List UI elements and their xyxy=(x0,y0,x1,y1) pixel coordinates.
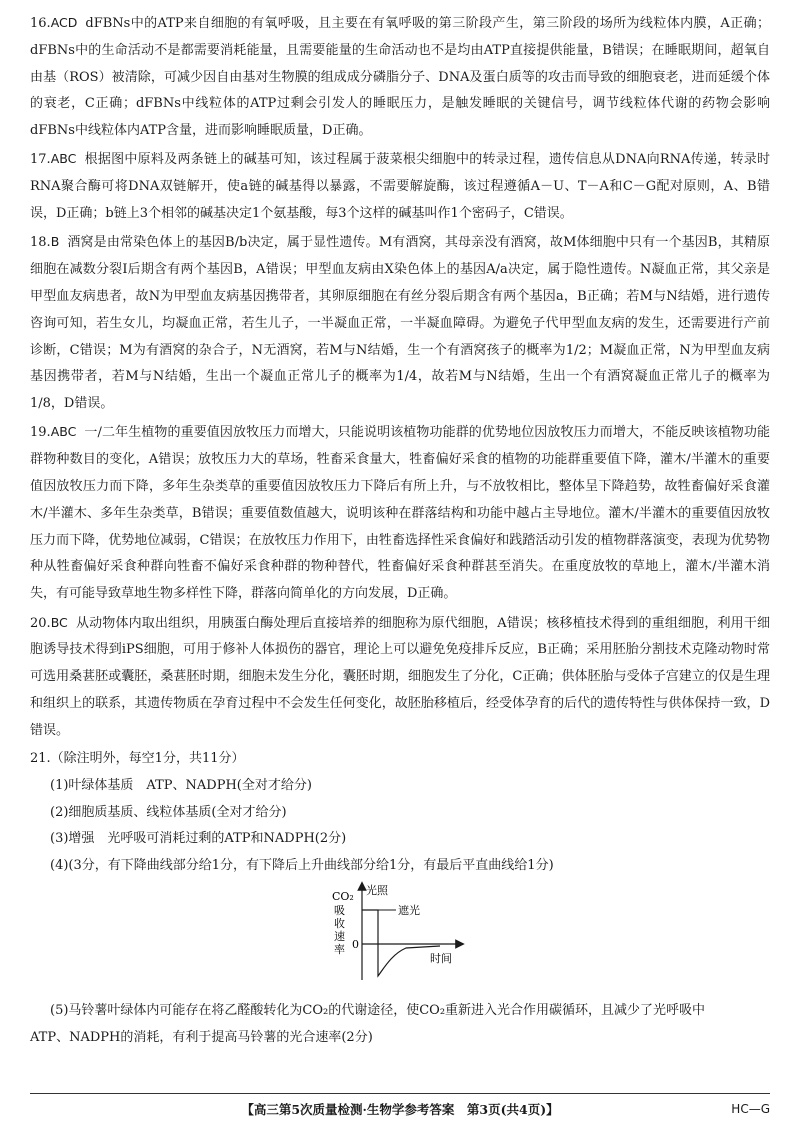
question-21-header: 21.（除注明外，每空1分，共11分） xyxy=(30,751,245,767)
dark-label: 遮光 xyxy=(398,904,420,917)
question-number: 18. xyxy=(30,235,51,251)
question-number: 16. xyxy=(30,16,51,31)
question-18 xyxy=(30,229,770,418)
question-21-item-2: (2)细胞质基质、线粒体基质(全对才给分) xyxy=(50,804,287,820)
question-17 xyxy=(30,146,770,227)
question-21-item-4: (4)(3分，有下降曲线部分给1分，有下降后上升曲线部分给1分，有最后平直曲线给1分) xyxy=(50,858,554,874)
y-axis-label-line-1: CO₂ xyxy=(332,890,354,903)
question-number: 19. xyxy=(30,425,51,441)
question-21-item-5-line-1: (5)马铃薯叶绿体内可能存在将乙醛酸转化为CO₂的代谢途径，使CO₂重新进入光合作用碳循环，且减少了光呼吸中 xyxy=(50,1003,706,1018)
y-axis-label-line-3: 收 xyxy=(334,917,345,930)
y-axis-label-line-5: 率 xyxy=(334,943,345,956)
graph-svg xyxy=(320,880,490,998)
y-axis-label-line-2: 吸 xyxy=(334,904,345,917)
explanation: 从动物体内取出组织，用胰蛋白酶处理后直接培养的细胞称为原代细胞，A错误；核移植技术得到的重组细胞，利用干细胞诱导技术得到iPS细胞，可用于修补人体损伤的器官，理论上可以避免免疫排斥反应，B正确；采用胚胎分割技术克隆动物时常可选用桑葚胚或囊胚，桑葚胚时期，细胞未发生分化，囊胚时期，细胞发生了分化，C正确；供体胚胎与受体子宫建立的仅是生理和组织上的联系，其遗传物质在孕育过程中不会发生任何变化，故胚胎移植后，经受体孕育的后代的遗传特性与供体保持一致，D错误。 xyxy=(30,615,770,738)
question-16 xyxy=(30,10,770,145)
question-21-item-3: (3)增强 光呼吸可消耗过剩的ATP和NADPH(2分) xyxy=(50,831,347,847)
answer-key: ABC xyxy=(50,151,77,167)
question-number: 20. xyxy=(30,615,51,631)
explanation: dFBNs中的ATP来自细胞的有氧呼吸，且主要在有氧呼吸的第三阶段产生，第三阶段的场所为线粒体内膜，A正确；dFBNs中的生命活动不是都需要消耗能量，且需要能量的生命活动也不是均由ATP直接提供能量，B错误；在睡眠期间，超氧自由基（ROS）被清除，可减少因自由基对生物膜的组成成分磷脂分子、DNA及蛋白质等的攻击而导致的细胞衰老，进而延缓个体的衰老，C正确；dFBNs中线粒体的ATP过剩会引发人的睡眠压力，是触发睡眠的关键信号，调节线粒体代谢的药物会影响dFBNs中线粒体内ATP含量，进而影响睡眠质量，D正确。 xyxy=(30,16,770,139)
answer-key: BC xyxy=(50,614,68,630)
footer-code: HC—G xyxy=(731,1102,770,1116)
co2-absorption-graph xyxy=(0,880,800,998)
question-21-item-5-line-2: ATP、NADPH的消耗，有利于提高马铃薯的光合速率(2分) xyxy=(30,1029,373,1045)
explanation: 一/二年生植物的重要值因放牧压力而增大，只能说明该植物功能群的优势地位因放牧压力而增大，不能反映该植物功能群物种数目的变化，A错误；放牧压力大的草场，牲畜采食量大，牲畜偏好采食的植物的功能群重要值下降，灌木/半灌木的重要值因放牧压力而下降，多年生杂类草的重要值因放牧压力下降后有所上升，与不放牧相比，整体呈下降趋势，故牲畜偏好采食灌木/半灌木、多年生杂类草，B错误；重要值数值越大，说明该种在群落结构和功能中越占主导地位。灌木/半灌木的重要值因放牧压力而下降，优势地位减弱，C错误；在放牧压力作用下，由牲畜选择性采食偏好和践踏活动引发的植物群落演变，表现为优势物种从牲畜偏好采食种群向牲畜不偏好采食种群的物种替代，牲畜偏好采食种群甚至消失。在重度放牧的草地上，灌木/半灌木消失，有可能导致草地生物多样性下降，群落向简单化的方向发展，D正确。 xyxy=(30,425,770,602)
light-label: 光照 xyxy=(366,884,388,897)
answer-key: B xyxy=(50,234,60,250)
footer-title: 【高三第5次质量检测·生物学参考答案 第3页(共4页)】 xyxy=(241,1102,559,1117)
question-20 xyxy=(30,610,770,745)
explanation: 根据图中原料及两条链上的碱基可知，该过程属于菠菜根尖细胞中的转录过程，遗传信息从DNA向RNA传递，转录时RNA聚合酶可将DNA双链解开，使a链的碱基得以暴露，不需要解旋酶，该过程遵循A－U、T－A和C－G配对原则，A、B错误，D正确；b链上3个相邻的碱基决定1个氨基酸，每3个这样的碱基叫作1个密码子，C错误。 xyxy=(30,152,770,222)
response-curve xyxy=(362,910,440,976)
question-number: 17. xyxy=(30,152,51,168)
answer-key: ABC xyxy=(50,424,77,440)
x-axis-label: 时间 xyxy=(430,952,452,965)
origin-zero-label: 0 xyxy=(352,938,359,951)
question-21-item-1: (1)叶绿体基质 ATP、NADPH(全对才给分) xyxy=(50,777,312,793)
question-19 xyxy=(30,419,770,608)
answer-key: ACD xyxy=(50,15,78,30)
page-footer xyxy=(30,1093,770,1119)
explanation: 酒窝是由常染色体上的基因B/b决定，属于显性遗传。M有酒窝，其母亲没有酒窝，故M体细胞中只有一个基因B，其精原细胞在减数分裂Ⅰ后期含有两个基因B，A错误；甲型血友病由X染色体上的基因A/a决定，属于隐性遗传。N凝血正常，其父亲是甲型血友病患者，故N为甲型血友病基因携带者，其卵原细胞在有丝分裂后期含有两个基因a，B正确；若M与N结婚，进行遗传咨询可知，若生女儿，均凝血正常，若生儿子，一半凝血正常，一半凝血障碍。为避免子代甲型血友病的发生，还需要进行产前诊断，C错误；M为有酒窝的杂合子，N无酒窝，若M与N结婚，生一个有酒窝孩子的概率为1/2；M凝血正常，N为甲型血友病基因携带者，若M与N结婚，生出一个凝血正常儿子的概率为1/4，故若M与N结婚，生出一个有酒窝凝血正常儿子的概率为1/8，D错误。 xyxy=(30,235,770,412)
y-axis-label-line-4: 速 xyxy=(334,930,345,943)
